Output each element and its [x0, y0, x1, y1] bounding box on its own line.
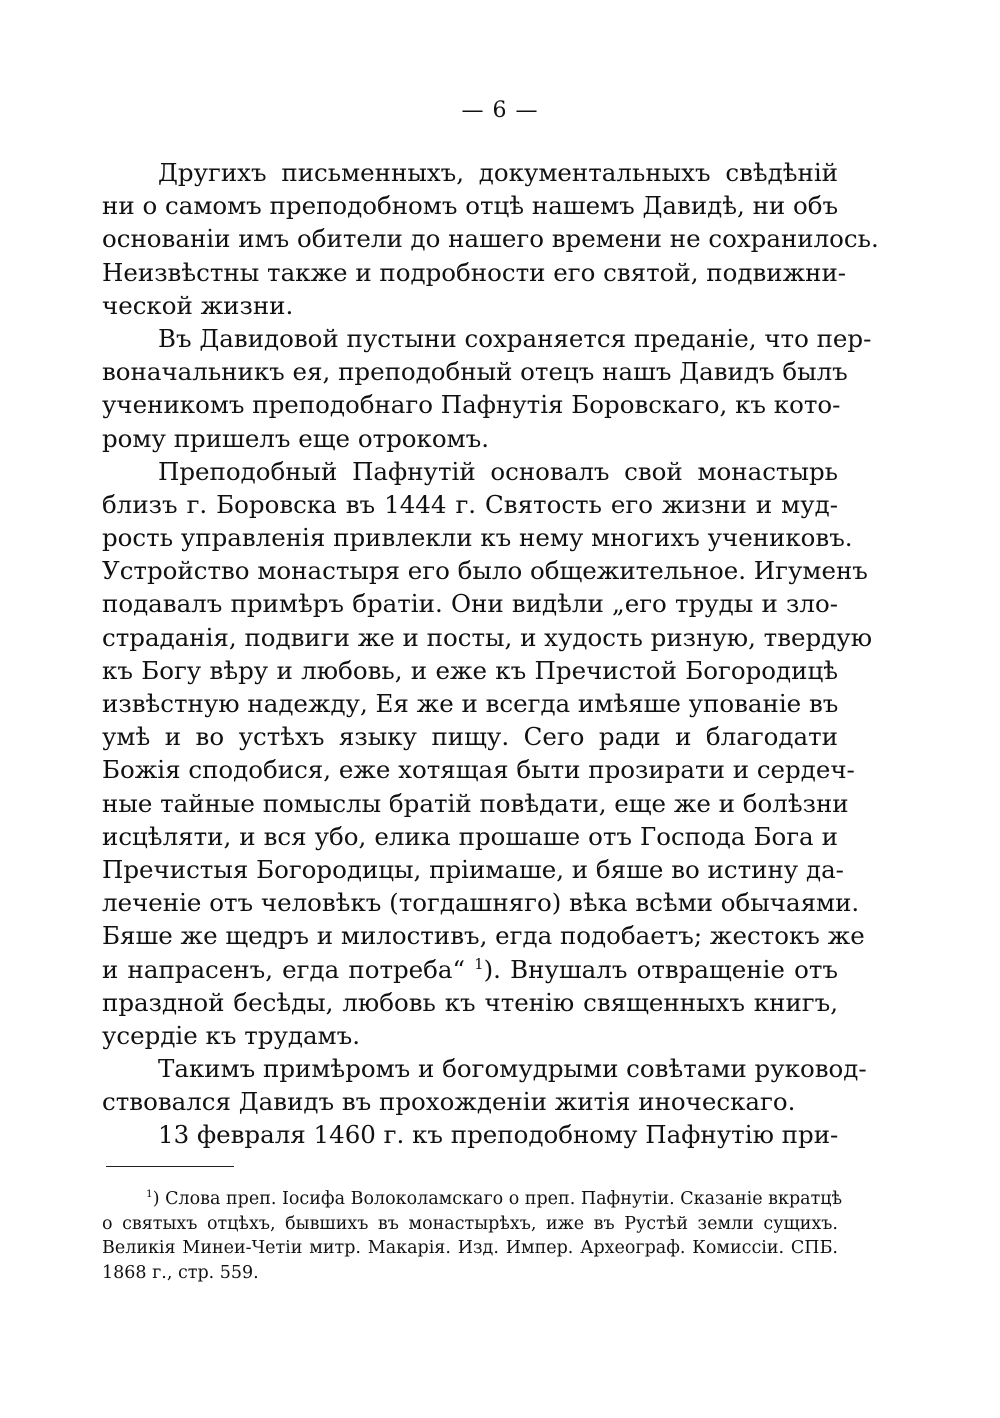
text-line: леченіе отъ человѣкъ (тогдашняго) вѣка всѣми обычаями.	[102, 888, 860, 918]
page-number: — 6 —	[461, 98, 539, 123]
text-line: Пречистыя Богородицы, пріимаше, и бяше во истину да-	[102, 854, 844, 884]
text-line: рому пришелъ еще отрокомъ.	[102, 423, 490, 453]
paragraph-4	[102, 1052, 867, 1118]
text-line: Бяше же щедръ и милостивъ, егда подобаетъ; жестокъ же	[102, 921, 865, 951]
text-line: близъ г. Боровска въ 1444 г. Святость его жизни и муд-	[102, 489, 838, 519]
text-line: Въ Давидовой пустыни сохраняется преданіе, что пер-	[158, 323, 872, 353]
text-line: ческой жизни.	[102, 290, 294, 320]
footnote-line: 1868 г., стр. 559.	[102, 1262, 259, 1283]
footnote-divider	[106, 1166, 234, 1167]
main-text	[102, 156, 879, 1152]
paragraph-3	[102, 455, 873, 1052]
text-line: Другихъ письменныхъ, документальныхъ свѣдѣній	[158, 158, 838, 187]
text-line-with-note	[102, 953, 838, 986]
text-line: 13 февраля 1460 г. къ преподобному Пафнутію при-	[158, 1120, 839, 1150]
text-line: Божія сподобися, еже хотящая быти прозирати и сердеч-	[102, 755, 855, 785]
footnote	[102, 1187, 843, 1285]
footnote-marker: 1	[146, 1188, 153, 1201]
text-line: страданія, подвиги же и посты, и худость ризную, твердую	[102, 622, 873, 652]
paragraph-5	[102, 1118, 838, 1151]
text-line: извѣстную надежду, Ея же и всегда имѣяше упованіе въ	[102, 689, 839, 718]
text-line: подавалъ примѣръ братіи. Они видѣли „его труды и зло-	[102, 589, 838, 619]
footnote-text: ) Слова преп. Іосифа Волоколамскаго о преп. Пафнутіи. Сказаніе вкратцѣ	[152, 1189, 843, 1209]
paragraph-1	[102, 156, 879, 322]
text-line: ни о самомъ преподобномъ отцѣ нашемъ Давидѣ, ни объ	[102, 191, 839, 221]
text-line: къ Богу вѣру и любовь, и еже къ Пречистой Богородицѣ	[102, 655, 838, 685]
text-line: ные тайные помыслы братій повѣдати, еще же и болѣзни	[102, 788, 849, 818]
text-line: Такимъ примѣромъ и богомудрыми совѣтами руковод-	[158, 1054, 867, 1084]
paragraph-2	[102, 322, 872, 455]
text-line: Неизвѣстны также и подробности его святой, подвижни-	[102, 257, 847, 287]
text-line: исцѣляти, и вся убо, елика прошаше отъ Господа Бога и	[102, 821, 838, 851]
text-line: праздной бесѣды, любовь къ чтенію священныхъ книгъ,	[102, 987, 838, 1017]
text-fragment: ). Внушалъ отвращеніе отъ	[483, 954, 839, 984]
footnote-line: Великія Минеи-Четіи митр. Макарія. Изд. Импер. Археограф. Комиссіи. СПБ.	[102, 1238, 838, 1258]
footnote-line	[102, 1187, 843, 1212]
footnote-reference[interactable]: 1	[474, 955, 484, 973]
footnote-line: о святыхъ отцѣхъ, бывшихъ въ монастырѣхъ, иже въ Рустѣй земли сущихъ.	[102, 1213, 838, 1234]
text-line: рость управленія привлекли къ нему многихъ учениковъ.	[102, 523, 853, 553]
text-line: умѣ и во устѣхъ языку пищу. Сего ради и благодати	[102, 722, 838, 752]
text-line: ствовался Давидъ въ прохожденіи житія иноческаго.	[102, 1087, 796, 1117]
text-line: основаніи имъ обители до нашего времени не сохранилось.	[102, 224, 879, 254]
text-line: Преподобный Пафнутій основалъ свой монастырь	[158, 456, 838, 486]
text-line: усердіе къ трудамъ.	[102, 1020, 360, 1050]
text-line: воначальникъ ея, преподобный отецъ нашъ Давидъ былъ	[102, 357, 848, 387]
text-fragment: и напрасенъ, егда потреба“	[102, 954, 466, 984]
text-line: ученикомъ преподобнаго Пафнутія Боровскаго, къ кото-	[102, 390, 841, 420]
text-line: Устройство монастыря его было общежительное. Игуменъ	[102, 556, 868, 586]
